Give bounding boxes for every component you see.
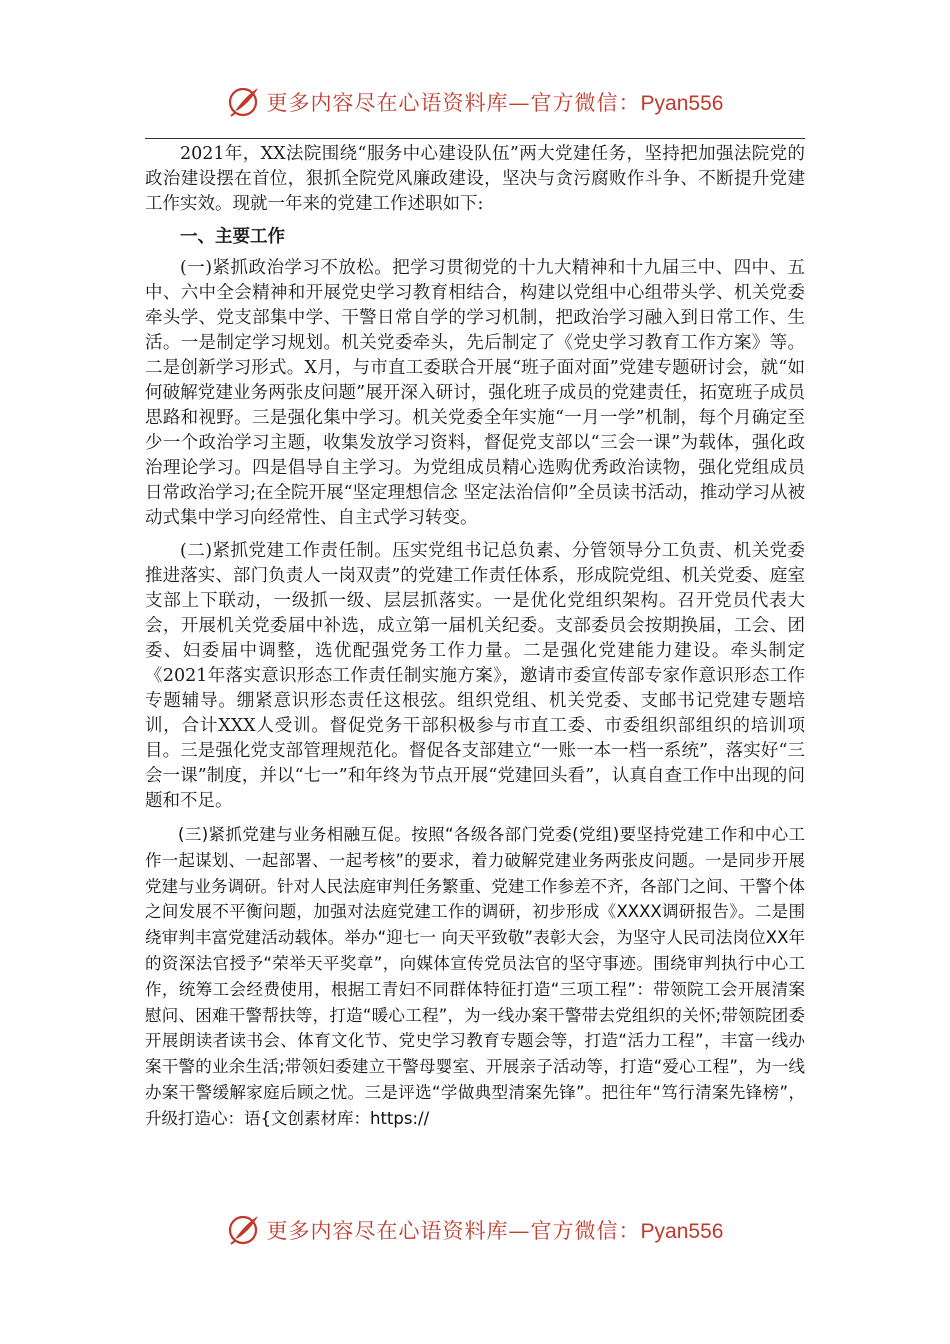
paragraph-integration: (三)紧抓党建与业务相融互促。按照“各级各部门党委(党组)要坚持党建工作和中心工作一起谋划、一起部署、一起考核”的要求，着力破解党建业务两张皮问题。一是同步开展党建与业务调研。针对人民法庭审判任务繁重、党建工作参差不齐，各部门之间、干警个体之间发展不平衡问题，加强对法庭党建工作的调研，初步形成《XXXX调研报告》。二是围绕审判丰富党建活动载体。举办“迎七一 向天平致敬”表彰大会，为坚守人民司法岗位XX年的资深法官授予“荣举天平奖章”，向媒体宣传党员法官的坚守事迹。围绕审判执行中心工作，统筹工会经费使用，根据工青妇不同群体特征打造“三项工程”：带领院工会开展清案慰问、困难干警帮扶等，打造“暖心工程”，为一线办案干警带去党组织的关怀;带领院团委开展朗读者读书会、体育文化节、党史学习教育专题会等，打造“活力工程”，丰富一线办案干警的业余生活;带领妇委建立干警母婴室、开展亲子活动等，打造“爱心工程”，为一线办案干警缓解家庭后顾之忧。三是评选“学做典型清案先锋”。把往年“笃行清案先锋榜”，升级打造心：语{文创素材库：https:// — [145, 825, 805, 1128]
quill-logo-icon — [227, 1213, 261, 1247]
intro-paragraph: 2021年，XX法院围绕“服务中心建设队伍”两大党建任务，坚持把加强法院党的政治建设摆在首位，狠抓全院党风廉政建设，坚决与贪污腐败作斗争、不断提升党建工作实效。现就一年来的党建工作述职如下: — [145, 144, 805, 214]
header-rule — [145, 138, 805, 139]
quill-logo-icon — [227, 85, 261, 119]
header-watermark — [0, 78, 950, 126]
section-heading: 一、主要工作 — [180, 227, 285, 247]
paragraph-responsibility: (二)紧抓党建工作责任制。压实党组书记总负素、分管领导分工负责、机关党委推进落实、部门负责人一岗双责”的党建工作责任体系，形成院党组、机关党委、庭室支部上下联动，一级抓一级、层层抓落实。一是优化党组织架构。召开党员代表大会，开展机关党委届中补选，成立第一届机关纪委。支部委员会按期换届，工会、团委、妇委届中调整，选优配强党务工作力量。二是强化党建能力建设。牵头制定《2021年落实意识形态工作责任制实施方案》，邀请市委宣传部专家作意识形态工作专题辅导。绷紧意识形态责任这根弦。组织党组、机关党委、支邮书记党建专题培训，合计XXX人受训。督促党务干部积极参与市直工委、市委组织部组织的培训项目。三是强化党支部管理规范化。督促各支部建立“一账一本一档一系统”，落实好“三会一课”制度，并以“七一”和年终为节点开展“党建回头看”，认真自查工作中出现的问题和不足。 — [145, 541, 805, 811]
paragraph-political-study: (一)紧抓政治学习不放松。把学习贯彻党的十九大精神和十九届三中、四中、五中、六中全会精神和开展党史学习教育相结合，构建以党组中心组带头学、机关党委牵头学、党支部集中学、干警日常自学的学习机制，把政治学习融入到日常工作、生活。一是制定学习规划。机关党委牵头，先后制定了《党史学习教育工作方案》等。二是创新学习形式。X月，与市直工委联合开展“班子面对面”党建专题研讨会，就“如何破解党建业务两张皮问题”展开深入研讨，强化班子成员的党建责任，拓宽班子成员思路和视野。三是强化集中学习。机关党委全年实施“一月一学”机制，每个月确定至少一个政治学习主题，收集发放学习资料，督促党支部以“三会一课”为载体，强化政治理论学习。四是倡导自主学习。为党组成员精心选购优秀政治读物，强化党组成员日常政治学习;在全院开展“坚定理想信念 坚定法治信仰”全员读书活动，推动学习从被动式集中学习向经常性、自主式学习转变。 — [145, 258, 805, 528]
footer-watermark — [0, 1206, 950, 1254]
watermark-text: 更多内容尽在心语资料库—官方微信：Pyan556 — [266, 1219, 724, 1243]
watermark-text: 更多内容尽在心语资料库—官方微信：Pyan556 — [266, 91, 724, 115]
wechat-id: Pyan556 — [640, 92, 724, 115]
wechat-id: Pyan556 — [640, 1220, 724, 1243]
document-body — [145, 142, 805, 1132]
